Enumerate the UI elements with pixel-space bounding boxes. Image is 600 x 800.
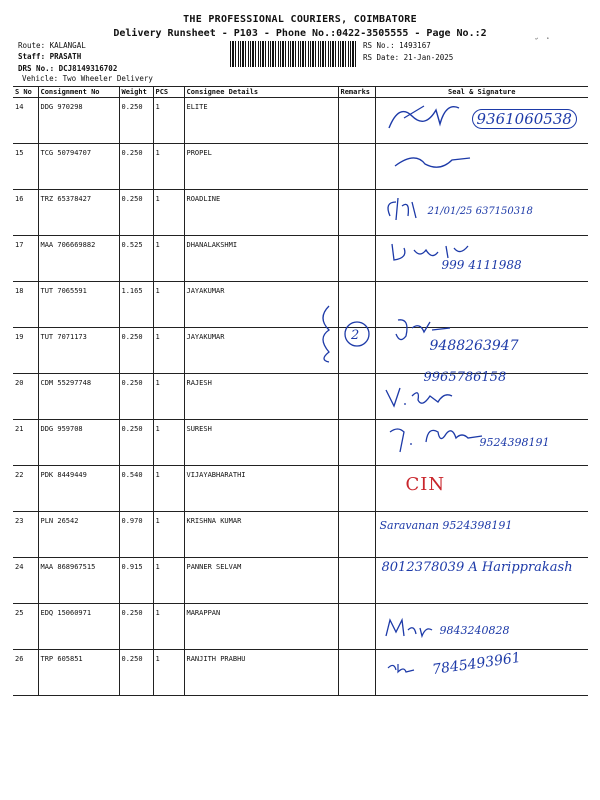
runsheet-subtitle: Delivery Runsheet - P103 - Phone No.:0422-3505555 - Page No.:2 [113,28,487,39]
cell-sno: 26 [13,650,38,696]
table-row [13,650,588,696]
cell-consignee: MARAPPAN [184,604,338,650]
cell-weight: 1.165 [119,282,153,328]
signature-scribble [390,146,480,176]
signature-text: Saravanan 9524398191 [379,519,513,532]
cell-pcs: 1 [153,466,184,512]
cell-pcs: 1 [153,282,184,328]
cell-signature [375,370,588,420]
cell-pcs: 1 [153,236,184,282]
signature-text: 9488263947 [429,338,519,354]
cell-weight: 0.250 [119,190,153,236]
table-row [13,374,588,420]
cell-consignee: JAYAKUMAR [184,328,338,374]
signature-scribble [382,382,462,412]
cell-sno: 20 [13,374,38,420]
cell-pcs: 1 [153,558,184,604]
cell-weight: 0.250 [119,328,153,374]
cell-consignment: PLN 26542 [38,512,119,558]
signature-scribble [382,194,432,224]
rs-date: RS Date: 21-Jan-2025 [363,53,454,62]
column-header-consignment: Consignment No [38,87,119,98]
signature-text: 9524398191 [479,436,550,449]
table-row [13,236,588,282]
signature-text: 9965786158 [423,370,507,385]
cell-remarks [338,190,375,236]
signature-text: 21/01/25 637150318 [427,206,533,217]
cell-signature [375,236,588,282]
cell-sno: 22 [13,466,38,512]
column-header-sno: S No [13,87,38,98]
cell-sno: 24 [13,558,38,604]
cell-consignee: PANNER SELVAM [184,558,338,604]
cell-signature [375,190,588,236]
vehicle-label: Vehicle: Two Wheeler Delivery [22,74,153,83]
cell-sno: 25 [13,604,38,650]
cell-consignment: CDM 55297748 [38,374,119,420]
cell-remarks [338,328,375,374]
signature-text: 9361060538 [472,109,577,129]
column-header-consignee: Consignee Details [184,87,338,98]
cell-pcs: 1 [153,420,184,466]
signature-text: 9843240828 [439,624,510,637]
cell-remarks [338,558,375,604]
cell-signature [375,558,588,604]
cell-pcs: 1 [153,374,184,420]
cell-consignee: JAYAKUMAR [184,282,338,328]
cell-weight: 0.915 [119,558,153,604]
signature-text: 8012378039 A Haripprakash [381,560,573,575]
drs-number: DRS No.: DCJ8149316702 [18,64,118,73]
table-header-row [13,87,588,98]
cell-weight: 0.970 [119,512,153,558]
cell-sno: 17 [13,236,38,282]
cell-remarks [338,650,375,696]
cell-pcs: 1 [153,604,184,650]
cell-remarks [338,512,375,558]
table-row [13,282,588,328]
cell-remarks [338,466,375,512]
cell-consignee: ELITE [184,98,338,144]
cell-consignee: RANJITH PRABHU [184,650,338,696]
signature-scribble [384,98,474,138]
cell-remarks [338,604,375,650]
signature-text: 7845493961 [430,649,522,679]
cell-pcs: 1 [153,512,184,558]
cell-consignee: DHANALAKSHMI [184,236,338,282]
runsheet-table [13,86,588,696]
cell-remarks [338,98,375,144]
cell-consignment: TRP 605851 [38,650,119,696]
cell-sno: 15 [13,144,38,190]
cell-signature [375,98,588,144]
table-row [13,512,588,558]
cell-signature [375,512,588,558]
cell-consignment: MAA 868967515 [38,558,119,604]
cell-weight: 0.525 [119,236,153,282]
column-header-remarks: Remarks [338,87,375,98]
cell-consignee: KRISHNA KUMAR [184,512,338,558]
cell-consignee: SURESH [184,420,338,466]
cell-consignment: EDQ 15060971 [38,604,119,650]
pen-mark-icon: ˘ · [533,33,553,49]
cell-sno: 14 [13,98,38,144]
bracket-label: 2 [350,328,359,343]
cell-remarks [338,282,375,343]
cell-signature [375,650,588,696]
cell-sno: 19 [13,328,38,374]
cell-remarks [338,420,375,466]
cell-consignment: TCG 50794707 [38,144,119,190]
rs-number: RS No.: 1493167 [363,41,431,50]
column-header-signature: Seal & Signature [375,87,588,98]
cell-pcs: 1 [153,328,184,374]
cell-consignment: DDG 970298 [38,98,119,144]
table-row [13,190,588,236]
cell-weight: 0.250 [119,98,153,144]
column-header-weight: Weight [119,87,153,98]
table-row [13,144,588,190]
cell-remarks [338,236,375,282]
signature-scribble [384,658,424,678]
cell-signature [375,144,588,190]
cell-weight: 0.540 [119,466,153,512]
staff-label: Staff: PRASATH [18,52,82,61]
signature-text: 999 4111988 [441,258,522,272]
cell-consignment: PDK 8449449 [38,466,119,512]
cell-consignee: ROADLINE [184,190,338,236]
cell-remarks [338,144,375,190]
cell-sno: 16 [13,190,38,236]
cell-weight: 0.250 [119,420,153,466]
cell-sno: 21 [13,420,38,466]
table-row [13,466,588,512]
cell-sno: 23 [13,512,38,558]
cell-weight: 0.250 [119,650,153,696]
cell-remarks [338,374,375,420]
table-row [13,558,588,604]
cell-consignee: PROPEL [184,144,338,190]
cell-pcs: 1 [153,98,184,144]
cell-pcs: 1 [153,144,184,190]
cell-signature [375,420,588,466]
cell-consignee: RAJESH [184,374,338,420]
cell-signature [375,466,588,512]
cell-consignee: VIJAYABHARATHI [184,466,338,512]
table-row [13,98,588,144]
table-row [13,420,588,466]
route-label: Route: KALANGAL [18,41,86,50]
barcode-image [230,41,356,67]
cell-sno: 18 [13,282,38,328]
cell-weight: 0.250 [119,374,153,420]
table-row [13,604,588,650]
cell-consignment: TRZ 65378427 [38,190,119,236]
cell-signature [375,604,588,650]
cell-consignment: TUT 7065591 [38,282,119,328]
cell-consignment: MAA 706669882 [38,236,119,282]
column-header-pcs: PCS [153,87,184,98]
cell-consignment: TUT 7071173 [38,328,119,374]
cell-weight: 0.250 [119,604,153,650]
cell-pcs: 1 [153,190,184,236]
cell-pcs: 1 [153,650,184,696]
signature-scribble [382,614,442,644]
signature-text: CIN [405,474,446,495]
document-title: THE PROFESSIONAL COURIERS, COIMBATORE [183,14,417,25]
cell-weight: 0.250 [119,144,153,190]
cell-consignment: DDG 959708 [38,420,119,466]
cell-signature [375,328,588,374]
